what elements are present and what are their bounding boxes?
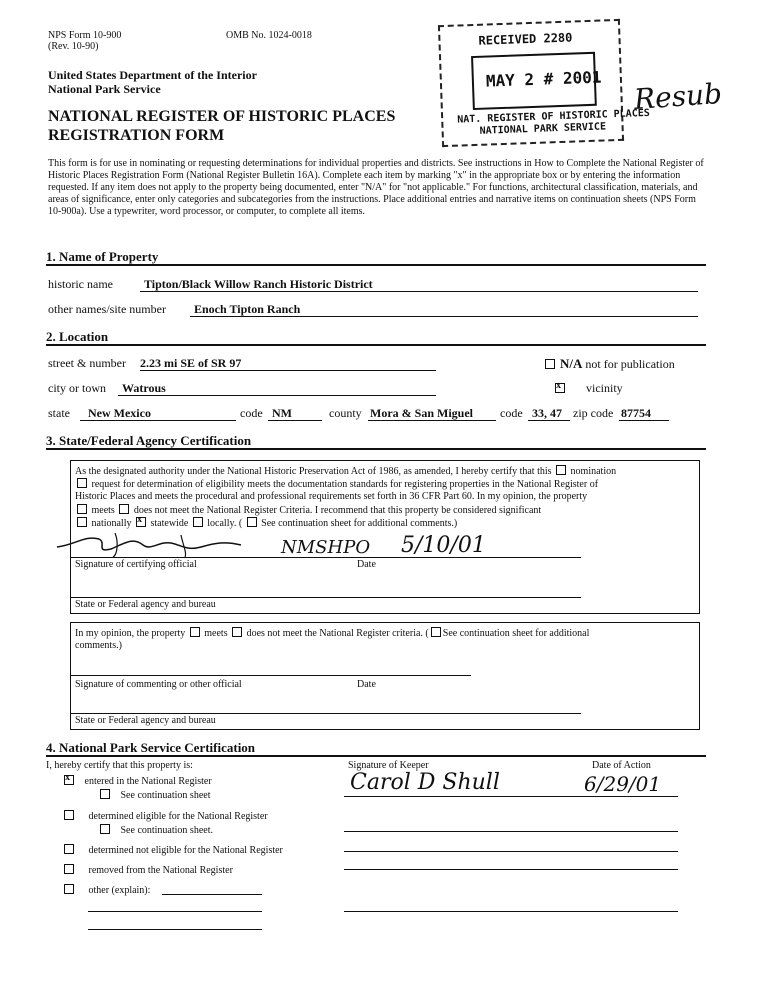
determined-continuation-label: See continuation sheet. <box>120 825 213 836</box>
determined-row <box>62 810 268 823</box>
county-code-label: code <box>500 406 523 420</box>
county-code-value: 33, 47 <box>532 406 562 420</box>
vicinity <box>553 381 623 396</box>
other-explain-line-2[interactable] <box>88 911 262 912</box>
section-3-title: 3. State/Federal Agency Certification <box>46 433 252 448</box>
street-value: 2.23 mi SE of SR 97 <box>140 356 242 370</box>
stamp-date: MAY 2 # 2001 <box>485 67 602 91</box>
agency-line <box>71 597 581 598</box>
city-value: Watrous <box>122 381 166 395</box>
nationally-label: nationally <box>91 518 132 529</box>
entered-continuation-checkbox[interactable] <box>100 789 110 799</box>
cert-line-4 <box>75 504 541 517</box>
form-revision: (Rev. 10-90) <box>48 41 99 52</box>
county-code-field[interactable] <box>528 406 570 421</box>
form-number: NPS Form 10-900 <box>48 30 122 41</box>
section-4-heading <box>46 741 706 757</box>
determined-continuation-checkbox[interactable] <box>100 824 110 834</box>
resub-annotation: Resub <box>632 76 724 117</box>
historic-name-label: historic name <box>48 277 113 291</box>
department-name: United States Department of the Interior <box>48 68 257 82</box>
other-label: other (explain): <box>88 885 151 896</box>
cert-line-1 <box>75 465 616 478</box>
entered-continuation-row <box>98 789 210 802</box>
state-certification-box <box>70 460 700 614</box>
keeper-line-1 <box>344 796 678 797</box>
opinion-line-2: comments.) <box>75 640 122 651</box>
continuation-label: See continuation sheet for additional comments.) <box>261 518 458 529</box>
statewide-label: statewide <box>150 518 189 529</box>
historic-name-field[interactable] <box>140 277 698 292</box>
agency-label: State or Federal agency and bureau <box>75 599 216 610</box>
city-label: city or town <box>48 381 106 395</box>
section-1-title: 1. Name of Property <box>46 249 159 264</box>
county-value: Mora & San Miguel <box>370 406 473 420</box>
state-field[interactable] <box>80 406 236 421</box>
form-subtitle: REGISTRATION FORM <box>48 127 225 144</box>
county-field[interactable] <box>368 406 496 421</box>
not-for-publication-label: not for publication <box>585 357 675 371</box>
opinion-text: In my opinion, the property <box>75 628 186 639</box>
instructions-paragraph: This form is for use in nominating or requesting determinations for individual properties and districts. See instructions in How to Complete the National Register of Historic Places Registration Form (National Register Bulletin 16A). Complete each item by marking "x" in the appropriate box or by entering the information requested. If any item does not apply to the property being documented, enter "N/A" for "not applicable." For functions, architectural classification, materials, and areas of significance, enter only categories and subcategories from the instructions. Place additional entries and narrative items on continuation sheets (NPS Form 10-900a). Use a typewriter, word processor, or computer, to complete all items. <box>48 158 704 217</box>
action-date-handwritten: 6/29/01 <box>584 772 662 796</box>
removed-row <box>62 864 233 877</box>
commenting-signature-label: Signature of commenting or other official <box>75 679 242 690</box>
certifying-date-label: Date <box>357 559 376 570</box>
certifying-date-handwritten: 5/10/01 <box>401 533 486 558</box>
county-label: county <box>329 406 362 420</box>
determined-continuation-row <box>98 824 213 837</box>
locally-label: locally. ( <box>207 518 243 529</box>
opinion-meets-label: meets <box>204 628 228 639</box>
does-not-meet-checkbox[interactable] <box>119 504 129 514</box>
other-names-label: other names/site number <box>48 302 166 316</box>
service-name: National Park Service <box>48 82 161 96</box>
section-1-heading <box>46 250 706 266</box>
determined-label: determined eligible for the National Register <box>88 811 268 822</box>
other-explain-line-3[interactable] <box>88 929 262 930</box>
cert-line-3: Historic Places and meets the procedural and professional requirements set forth in 36 CFR Part 60. In my opinion, the property <box>75 491 588 502</box>
meets-label: meets <box>91 505 115 516</box>
cert-text-2: request for determination of eligibility meets the documentation standards for registering properties in the National Register of <box>91 479 599 490</box>
removed-label: removed from the National Register <box>88 865 233 876</box>
historic-name-value: Tipton/Black Willow Ranch Historic District <box>144 277 373 291</box>
state-code-label: code <box>240 406 263 420</box>
state-label: state <box>48 406 70 420</box>
street-field[interactable] <box>140 356 436 371</box>
locally-checkbox[interactable] <box>193 517 203 527</box>
zip-field[interactable] <box>619 406 669 421</box>
keeper-line-4 <box>344 869 678 870</box>
section-4-title: 4. National Park Service Certification <box>46 740 256 755</box>
nps-cert-intro: I, hereby certify that this property is: <box>46 760 193 771</box>
commenting-signature-line <box>71 675 471 676</box>
opinion-continuation-label: See continuation sheet for additional <box>442 628 590 639</box>
entered-row <box>62 775 212 788</box>
nomination-checkbox[interactable] <box>556 465 566 475</box>
cert-text-1: As the designated authority under the National Historic Preservation Act of 1986, as amended, I hereby certify that this <box>75 466 552 477</box>
city-field[interactable] <box>118 381 436 396</box>
commenting-date-label: Date <box>357 679 376 690</box>
certifying-signature-label: Signature of certifying official <box>75 559 197 570</box>
date-of-action-label: Date of Action <box>592 760 651 771</box>
state-code-value: NM <box>272 406 292 420</box>
vicinity-label: vicinity <box>586 381 623 395</box>
keeper-signature-label: Signature of Keeper <box>348 760 429 771</box>
signature-line <box>71 557 581 558</box>
not-eligible-row <box>62 844 283 857</box>
na-checkbox[interactable] <box>545 359 555 369</box>
opinion-continuation-checkbox[interactable] <box>431 627 441 637</box>
continuation-checkbox[interactable] <box>247 517 257 527</box>
section-2-title: 2. Location <box>46 329 109 344</box>
not-eligible-label: determined not eligible for the National Register <box>88 845 283 856</box>
vicinity-checkbox[interactable] <box>555 383 565 393</box>
removed-checkbox[interactable] <box>64 864 74 874</box>
stamp-line1: NAT. REGISTER OF HISTORIC PLACES <box>457 107 650 126</box>
does-not-meet-label: does not meet the National Register Criteria. I recommend that this property be considered significant <box>133 505 542 516</box>
meets-checkbox[interactable] <box>77 504 87 514</box>
street-label: street & number <box>48 356 126 370</box>
na-publication <box>543 356 675 372</box>
request-checkbox[interactable] <box>77 478 87 488</box>
state-value: New Mexico <box>88 406 151 420</box>
received-stamp <box>438 19 650 147</box>
keeper-line-2 <box>344 831 678 832</box>
commenting-box <box>70 622 700 730</box>
nomination-label: nomination <box>570 466 617 477</box>
certifying-signature <box>55 529 255 559</box>
not-eligible-checkbox[interactable] <box>64 844 74 854</box>
stamp-line2: NATIONAL PARK SERVICE <box>479 121 607 137</box>
other-row <box>62 884 150 897</box>
nationally-checkbox[interactable] <box>77 517 87 527</box>
other-checkbox[interactable] <box>64 884 74 894</box>
zip-value: 87754 <box>621 406 651 420</box>
opinion-line-1 <box>75 627 589 640</box>
opinion-dnm-checkbox[interactable] <box>232 627 242 637</box>
na-label: N/A <box>560 356 583 371</box>
keeper-line-3 <box>344 851 678 852</box>
keeper-line-5 <box>344 911 678 912</box>
other-names-field[interactable] <box>190 302 698 317</box>
zip-label: zip code <box>573 406 614 420</box>
certifying-agency-handwritten: NMSHPO <box>281 537 371 558</box>
other-names-value: Enoch Tipton Ranch <box>194 302 301 316</box>
other-explain-line-1[interactable] <box>162 894 262 895</box>
stamp-received: RECEIVED 2280 <box>478 30 573 48</box>
cert-line-2 <box>75 478 598 491</box>
entered-checkbox[interactable] <box>64 775 74 785</box>
state-code-field[interactable] <box>268 406 322 421</box>
opinion-dnm-label: does not meet the National Register criteria. ( <box>246 628 429 639</box>
form-title: NATIONAL REGISTER OF HISTORIC PLACES <box>48 108 396 125</box>
entered-label: entered in the National Register <box>84 776 212 787</box>
section-3-heading <box>46 434 706 450</box>
entered-continuation-label: See continuation sheet <box>120 790 211 801</box>
section-2-heading <box>46 330 706 346</box>
omb-number: OMB No. 1024-0018 <box>226 30 312 41</box>
opinion-meets-checkbox[interactable] <box>190 627 200 637</box>
commenting-agency-label: State or Federal agency and bureau <box>75 715 216 726</box>
keeper-signature: Carol D Shull <box>350 770 500 795</box>
commenting-agency-line <box>71 713 581 714</box>
determined-checkbox[interactable] <box>64 810 74 820</box>
statewide-checkbox[interactable] <box>136 517 146 527</box>
